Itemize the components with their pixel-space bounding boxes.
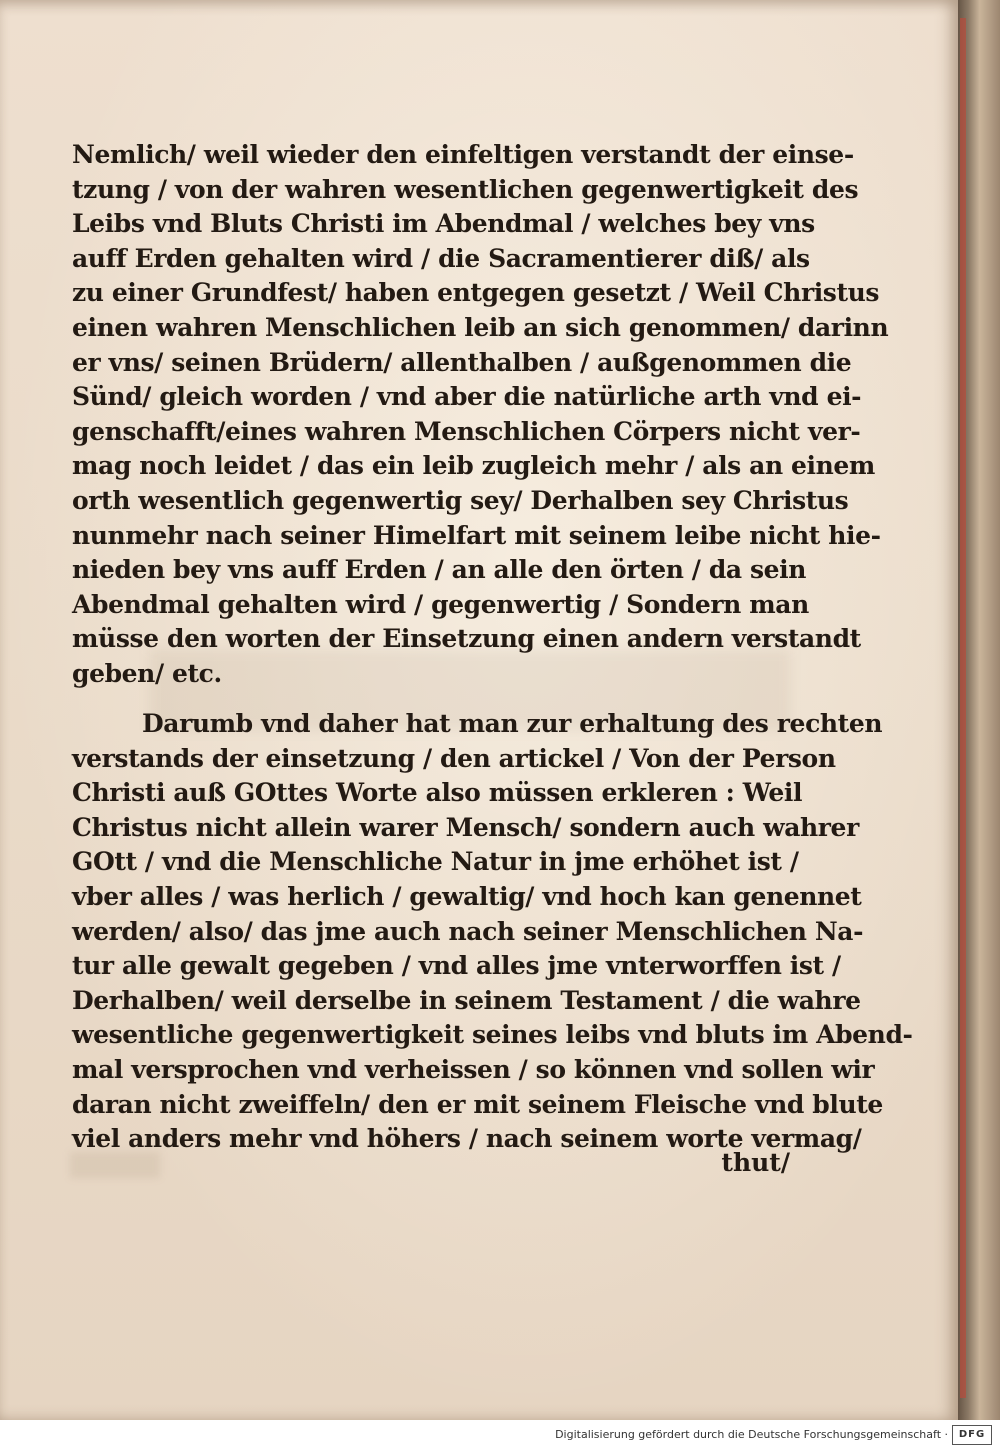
text-line: Abendmal gehalten wird / gegenwertig / Sondern man	[72, 589, 809, 619]
text-line: Derhalben/ weil derselbe in seinem Testament / die wahre	[72, 985, 861, 1015]
text-line: Christus nicht allein warer Mensch/ sondern auch wahrer	[72, 812, 859, 842]
text-line: werden/ also/ das jme auch nach seiner Menschlichen Na-	[72, 916, 864, 946]
paragraph-2	[72, 707, 913, 1157]
text-line: auff Erden gehalten wird / die Sacramentierer diß/ als	[72, 243, 810, 273]
text-line: GOtt / vnd die Menschliche Natur in jme erhöhet ist /	[72, 847, 799, 877]
text-line: daran nicht zweiffeln/ den er mit seinem Fleische vnd blute	[72, 1089, 883, 1119]
text-line: wesentliche gegenwertigkeit seines leibs vnd bluts im Abend-	[72, 1020, 913, 1050]
text-line: geben/ etc.	[72, 658, 222, 688]
text-line: Nemlich/ weil wieder den einfeltigen verstandt der einse-	[72, 140, 854, 169]
text-line: vber alles / was herlich / gewaltig/ vnd hoch kan genennet	[72, 881, 862, 911]
text-line: nunmehr nach seiner Himelfart mit seinem leibe nicht hie-	[72, 520, 881, 550]
text-line: Darumb vnd daher hat man zur erhaltung des rechten	[142, 709, 883, 738]
book-board-red-edge	[960, 18, 966, 1398]
paragraph-1	[72, 138, 889, 692]
text-line: genschafft/eines wahren Menschlichen Cörpers nicht ver-	[72, 416, 861, 446]
text-line: er vns/ seinen Brüdern/ allenthalben / außgenommen die	[72, 347, 852, 377]
text-line: zu einer Grundfest/ haben entgegen gesetzt / Weil Christus	[72, 278, 880, 308]
text-line: tur alle gewalt gegeben / vnd alles jme vnterworffen ist /	[72, 951, 841, 981]
funding-notice: Digitalisierung gefördert durch die Deutsche Forschungsgemeinschaft ·	[555, 1428, 948, 1441]
text-line: Christi auß GOttes Worte also müssen erkleren : Weil	[72, 778, 803, 808]
text-line: verstands der einsetzung / den artickel / Von der Person	[72, 743, 836, 773]
text-line: nieden bey vns auff Erden / an alle den örten / da sein	[72, 555, 807, 585]
text-line: mal versprochen vnd verheissen / so können vnd sollen wir	[72, 1054, 875, 1084]
text-line: Sünd/ gleich worden / vnd aber die natürliche arth vnd ei-	[72, 382, 862, 412]
text-line: orth wesentlich gegenwertig sey/ Derhalben sey Christus	[72, 485, 849, 515]
text-line: mag noch leidet / das ein leib zugleich mehr / als an einem	[72, 451, 875, 481]
dfg-logo: DFG	[952, 1425, 992, 1445]
digitization-footer	[0, 1420, 1000, 1451]
text-line: tzung / von der wahren wesentlichen gegenwertigkeit des	[72, 174, 859, 204]
text-line: müsse den worten der Einsetzung einen andern verstandt	[72, 624, 861, 654]
text-line: einen wahren Menschlichen leib an sich genommen/ darinn	[72, 312, 889, 342]
catchword: thut/	[721, 1148, 790, 1177]
text-line: Leibs vnd Bluts Christi im Abendmal / welches bey vns	[72, 209, 815, 239]
text-line: viel anders mehr vnd höhers / nach seinem worte vermag/	[72, 1124, 862, 1154]
